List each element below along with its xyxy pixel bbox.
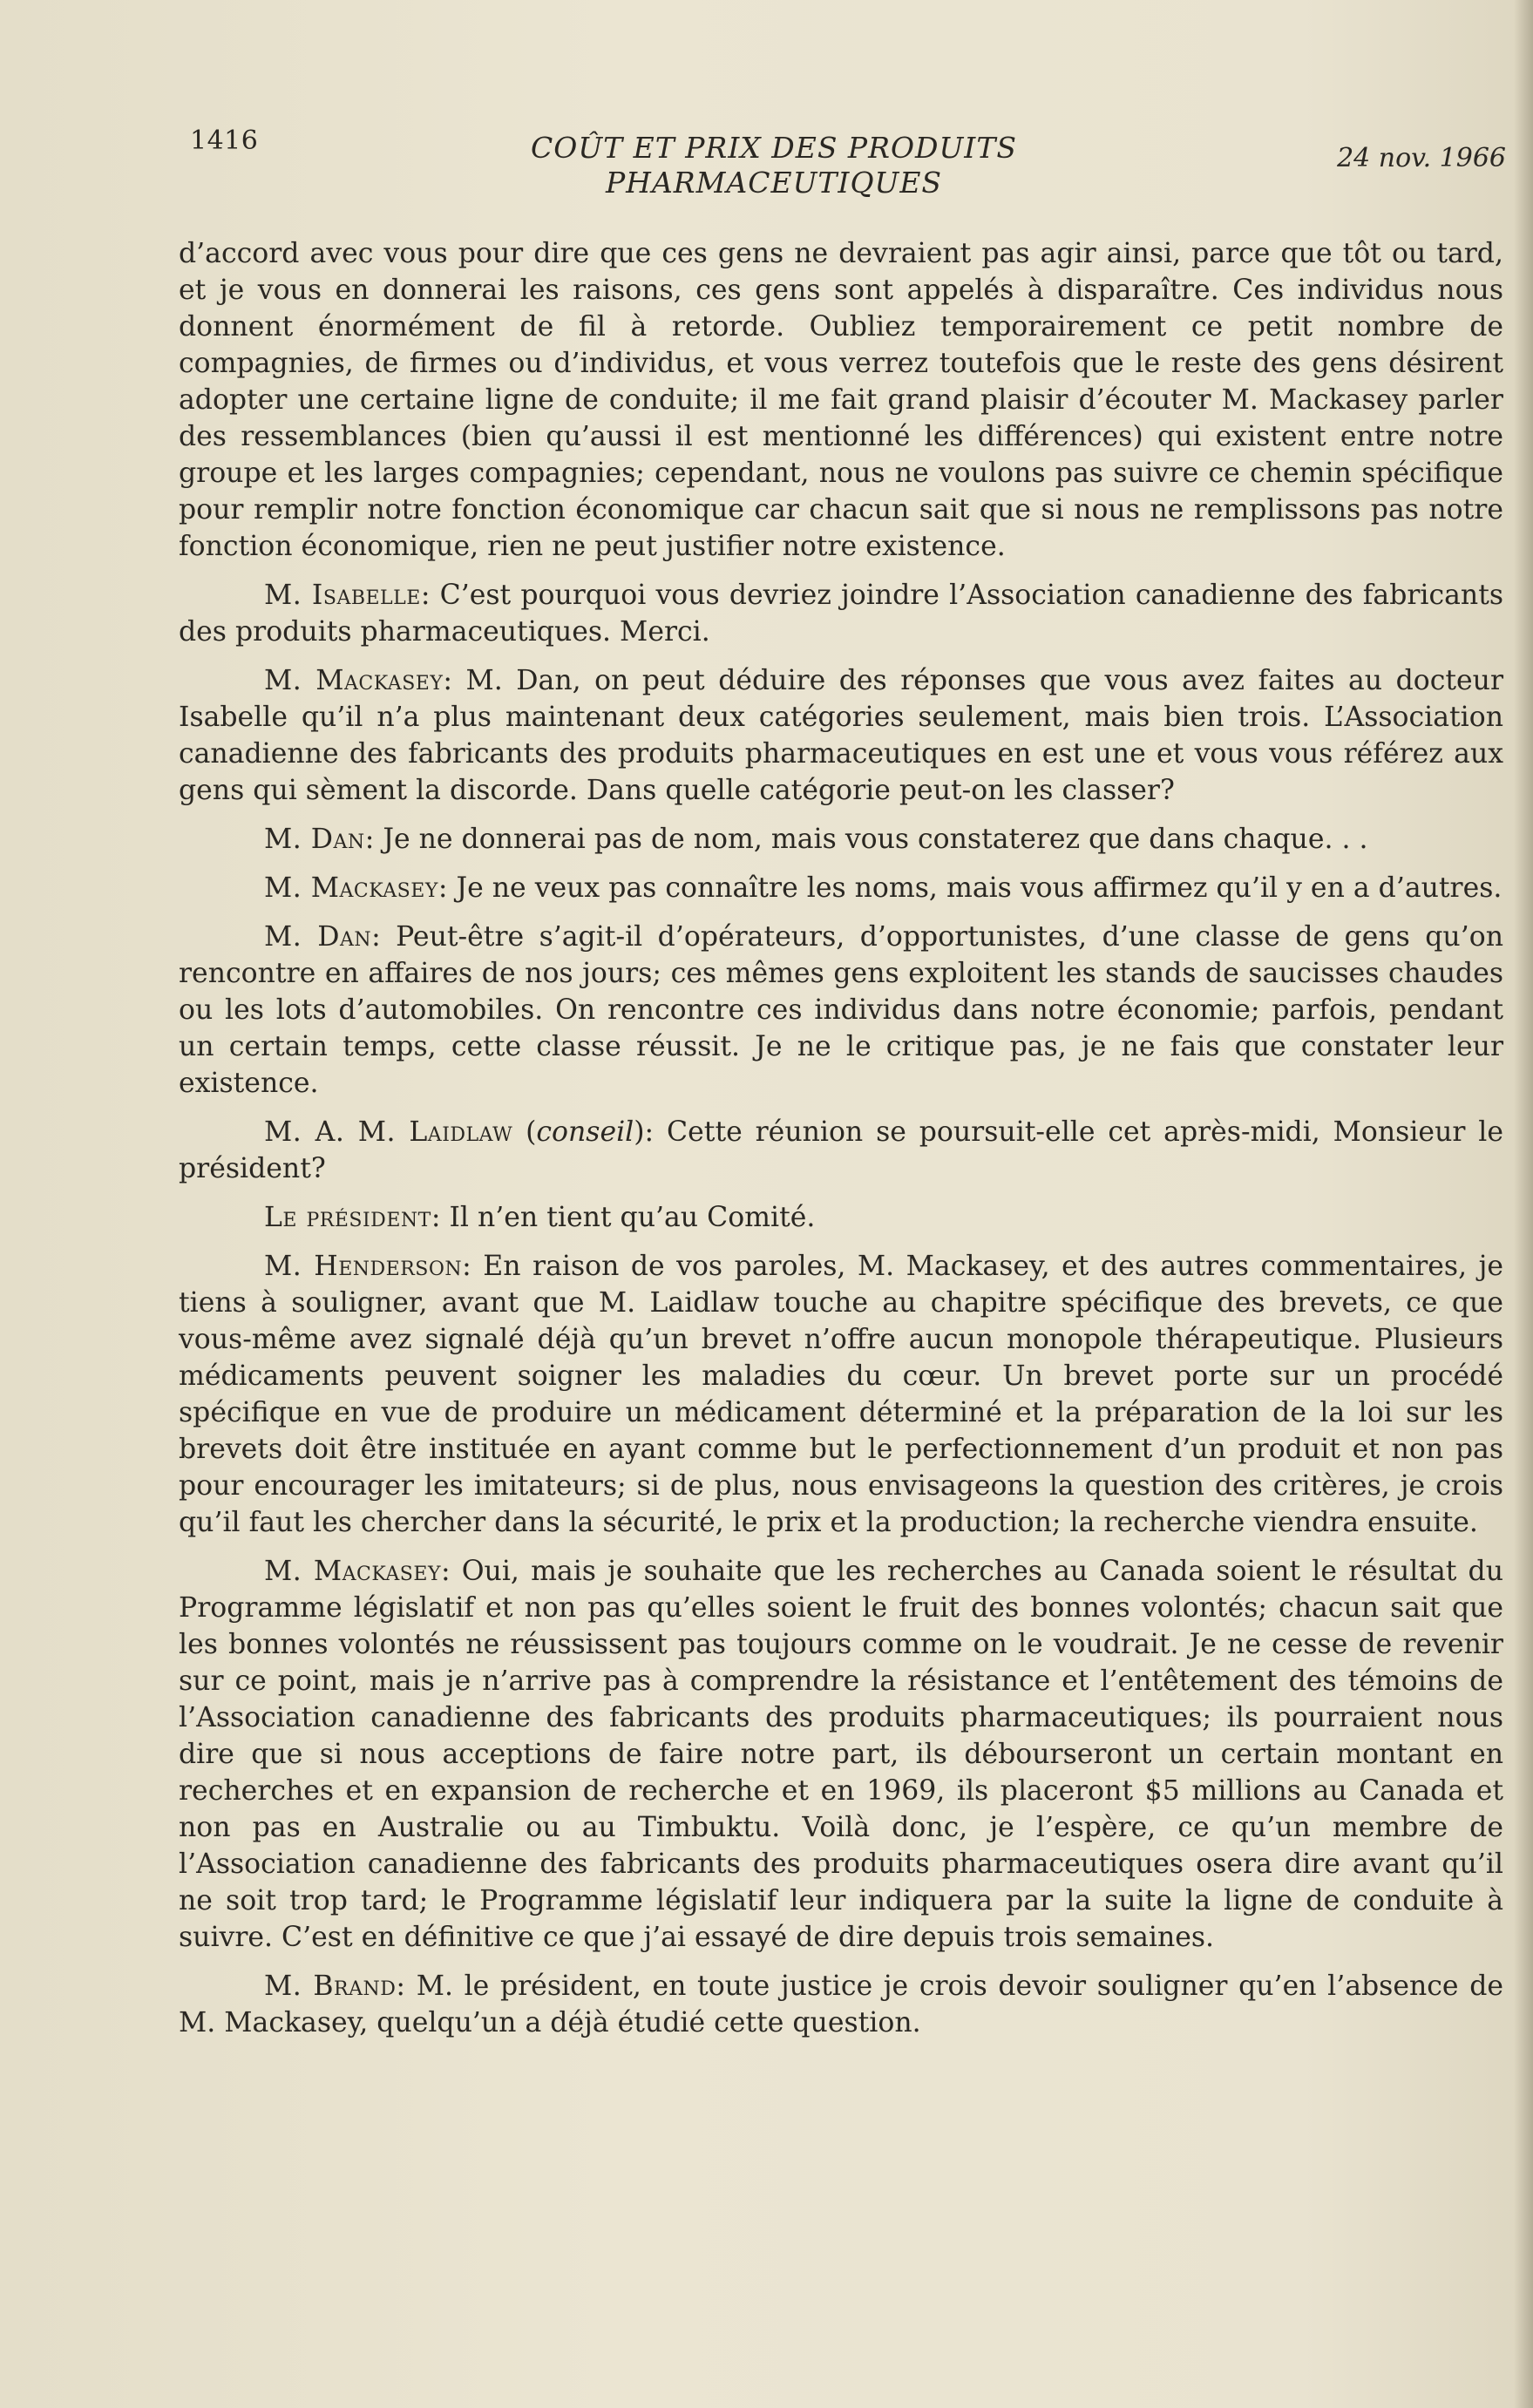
- paragraph: [179, 821, 1503, 858]
- paragraph-text: Cette réunion se poursuit-elle cet après-midi, Monsieur le président?: [179, 1116, 1503, 1184]
- speaker-name: M. Mackasey: [264, 665, 444, 696]
- paragraph-text: Il n’en tient qu’au Comité.: [449, 1202, 816, 1233]
- paragraph-text: M. Dan, on peut déduire des réponses que vous avez faites au docteur Isabelle qu’il n’a plus maintenant deux catégories seulement, mais bien trois. L’Association canadienne des fabricants des produits pharmaceutiques en est une et vous vous référez aux gens qui sèment la discorde. Dans quelle catégorie peut-on les classer?: [179, 665, 1504, 806]
- paragraph: [179, 1968, 1503, 2041]
- paragraph-text: Je ne veux pas connaître les noms, mais vous affirmez qu’il y en a d’autres.: [456, 872, 1502, 904]
- paragraph-text: Oui, mais je souhaite que les recherches au Canada soient le résultat du Programme législatif et non pas qu’elles soient le fruit des bonnes volontés; chacun sait que les bonnes volontés ne réussissent pas toujours comme on le voudrait. Je ne cesse de revenir sur ce point, mais je n’arrive pas à comprendre la résistance et l’entêtement des témoins de l’Association canadienne des fabricants des produits pharmaceutiques; ils pourraient nous dire que si nous acceptions de faire notre part, ils débourseront un certain montant en recherches et en expansion de recherche et en 1969, ils placeront $5 millions au Canada et non pas en Australie ou au Timbuktu. Voilà donc, je l’espère, ce qu’un membre de l’Association canadienne des fabricants des produits pharmaceutiques osera dire avant qu’il ne soit trop tard; le Programme législatif leur indiquera par la suite la ligne de conduite à suivre. C’est en définitive ce que j’ai essayé de dire depuis trois semaines.: [179, 1556, 1504, 1953]
- paragraph-text: Je ne donnerai pas de nom, mais vous constaterez que dans chaque. . .: [383, 824, 1368, 855]
- paragraph-text: d’accord avec vous pour dire que ces gens ne devraient pas agir ainsi, parce que tôt ou tard, et je vous en donnerai les raisons, ces gens sont appelés à disparaître. Ces individus nous donnent énormément de fil à retorde. Oubliez temporairement ce petit nombre de compagnies, de firmes ou d’individus, et vous verrez toutefois que le reste des gens désirent adopter une certaine ligne de conduite; il me fait grand plaisir d’écouter M. Mackasey parler des ressemblances (bien qu’aussi il est mentionné les différences) qui existent entre notre groupe et les larges compagnies; cependant, nous ne voulons pas suivre ce chemin spécifique pour remplir notre fonction économique car chacun sait que si nous ne remplissons pas notre fonction économique, rien ne peut justifier notre existence.: [179, 238, 1503, 562]
- running-title: [469, 131, 1079, 200]
- speaker-suffix: :: [431, 1202, 441, 1233]
- speaker-name: M. Dan: [264, 824, 365, 855]
- speaker-suffix: :: [396, 1970, 406, 2002]
- paragraph: [179, 1248, 1503, 1541]
- paragraph: [179, 1199, 1503, 1236]
- paragraph-text: M. le président, en toute justice je crois devoir souligner qu’en l’absence de M. Mackasey, quelqu’un a déjà étudié cette question.: [179, 1970, 1503, 2038]
- running-title-line-1: COÛT ET PRIX DES PRODUITS: [531, 131, 1017, 165]
- header-date: 24 nov. 1966: [1337, 143, 1506, 173]
- speaker-suffix: :: [364, 824, 375, 855]
- speaker-suffix: :: [371, 921, 381, 953]
- speaker-suffix: :: [462, 1251, 471, 1282]
- speaker-name: M. Brand: [264, 1970, 397, 2002]
- speaker-name: M. Dan: [264, 921, 372, 953]
- speaker-name: M. A. M. Laidlaw: [264, 1116, 513, 1148]
- paragraph: M. A. M. Laidlaw (conseil): Cette réunion se poursuit-elle cet après-midi, Monsieur le président?: [179, 1116, 1503, 1184]
- paragraph-text: En raison de vos paroles, M. Mackasey, et des autres commentaires, je tiens à souligner, avant que M. Laidlaw touche au chapitre spécifique des brevets, ce que vous-même avez signalé déjà qu’un brevet n’offre aucun monopole thérapeutique. Plusieurs médicaments peuvent soigner les maladies du cœur. Un brevet porte sur un procédé spécifique en vue de produire un médicament déterminé et la préparation de la loi sur les brevets doit être instituée en ayant comme but le perfectionnement d’un produit et non pas pour encourager les imitateurs; si de plus, nous envisageons la question des critères, je crois qu’il faut les chercher dans la sécurité, le prix et la production; la recherche viendra ensuite.: [179, 1251, 1504, 1538]
- page-header: [190, 122, 1506, 209]
- speaker-name: M. Mackasey: [264, 1556, 441, 1587]
- paragraph: [179, 870, 1503, 906]
- running-title-line-2: PHARMACEUTIQUES: [605, 166, 943, 200]
- paragraph: [179, 919, 1503, 1102]
- speaker-name: M. Isabelle: [264, 580, 421, 611]
- page-body: [179, 235, 1503, 2043]
- page-number: 1416: [190, 125, 259, 156]
- speaker-suffix: :: [438, 872, 448, 904]
- speaker-suffix: :: [440, 1556, 451, 1587]
- paragraph: [179, 577, 1503, 650]
- paragraph-text: C’est pourquoi vous devriez joindre l’Association canadienne des fabricants des produits pharmaceutiques. Merci.: [179, 580, 1504, 648]
- paragraph: [179, 235, 1503, 565]
- page-edge-shadow: [1514, 0, 1533, 2408]
- speaker-name: M. Mackasey: [264, 872, 438, 904]
- paragraph: [179, 1553, 1503, 1956]
- speaker-name: Le président: [264, 1202, 431, 1233]
- speaker-name: M. Henderson: [264, 1251, 463, 1282]
- speaker-suffix: :: [420, 580, 431, 611]
- speaker-note: conseil: [536, 1116, 634, 1148]
- paragraph: [179, 662, 1503, 809]
- paragraph-text: Peut-être s’agit-il d’opérateurs, d’opportunistes, d’une classe de gens qu’on rencontre en affaires de nos jours; ces mêmes gens exploitent les stands de saucisses chaudes ou les lots d’automobiles. On rencontre ces individus dans notre économie; parfois, pendant un certain temps, cette classe réussit. Je ne le critique pas, je ne fais que constater leur existence.: [179, 921, 1503, 1099]
- speaker-suffix: :: [443, 665, 452, 696]
